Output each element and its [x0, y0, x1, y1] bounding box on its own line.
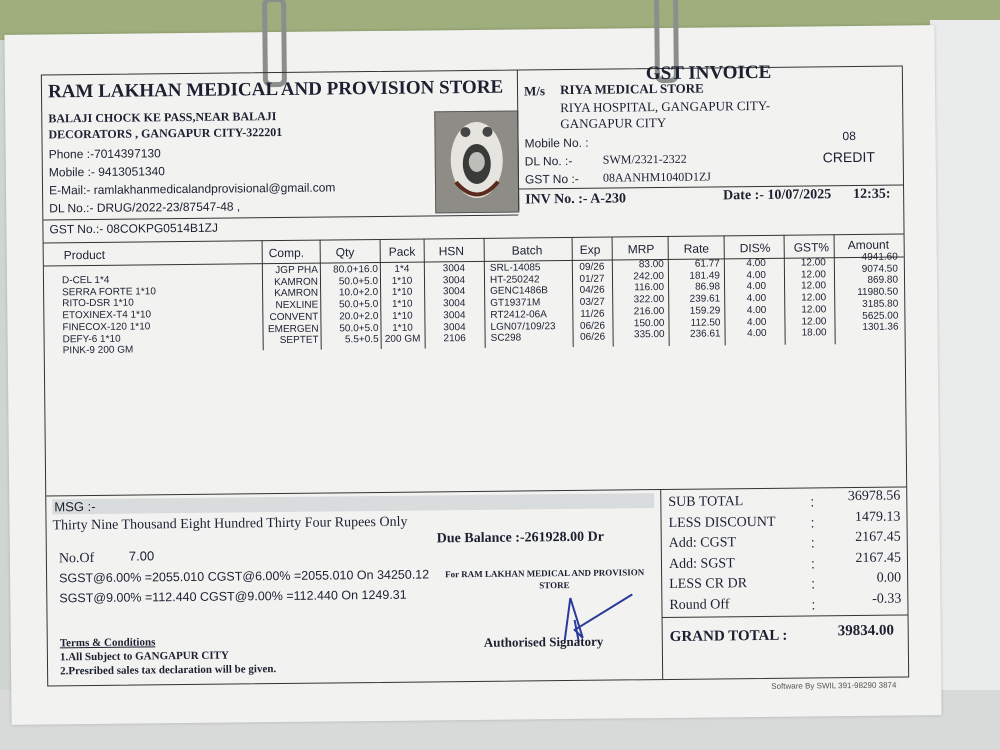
cell-qty: 50.0+5.0 — [338, 299, 379, 311]
grand-total-label: GRAND TOTAL : — [669, 627, 788, 645]
tax-summary-2: SGST@9.00% =112.440 CGST@9.00% =112.440 On 1249.31 — [59, 587, 407, 606]
software-credit: Software By SWIL 391-98290 3874 — [771, 680, 897, 691]
cell-products: RITO-DSR 1*10 — [62, 297, 134, 310]
cell-hsn: 3004 — [443, 309, 466, 322]
cell-amount: 3185.80 — [862, 298, 899, 310]
total-colon: : — [811, 575, 816, 592]
cell-gst: 12.00 — [801, 292, 827, 304]
cell-rate: 239.61 — [689, 293, 721, 305]
cell-amount: 9074.50 — [861, 263, 898, 275]
tax-summary-1: SGST@6.00% =2055.010 CGST@6.00% =2055.010 On 34250.12 — [59, 567, 430, 586]
cell-gst: 12.00 — [800, 257, 826, 269]
cell-dis: 4.00 — [746, 281, 767, 293]
amount-in-words: Thirty Nine Thousand Eight Hundred Thirty Four Rupees Only — [52, 514, 408, 534]
cell-rate: 181.49 — [689, 270, 721, 282]
cell-hsn: 3004 — [443, 321, 466, 333]
cell-exp: 11/26 — [580, 308, 605, 320]
cell-gst: 12.00 — [800, 268, 827, 281]
cell-qty: 5.5+0.5 — [344, 334, 379, 346]
store-name: RAM LAKHAN MEDICAL AND PROVISION STORE — [47, 76, 504, 103]
buyer-mobile-label: Mobile No. : — [524, 135, 589, 151]
buyer-gst-label: GST No :- — [524, 171, 579, 187]
total-colon: : — [810, 534, 815, 551]
total-value: 2167.45 — [855, 550, 902, 566]
cell-pack: 1*10 — [391, 287, 413, 299]
cell-qty: 50.0+5.0 — [338, 275, 379, 288]
store-phone: Phone :-7014397130 — [48, 146, 161, 162]
header-gst: GST% — [793, 240, 830, 255]
due-balance: Due Balance :-261928.00 Dr — [436, 529, 604, 547]
cell-qty: 10.0+2.0 — [338, 287, 379, 299]
cell-mrp: 216.00 — [633, 305, 665, 318]
cell-pack: 1*10 — [391, 275, 413, 287]
cell-amount: 4941.60 — [861, 251, 898, 263]
cell-mrp: 150.00 — [633, 317, 665, 329]
invoice-frame — [41, 61, 909, 686]
cell-amount: 1301.36 — [862, 321, 899, 334]
cell-mrp: 322.00 — [633, 294, 665, 306]
cell-rate: 112.50 — [690, 316, 721, 329]
store-mobile: Mobile :- 9413051340 — [48, 164, 166, 180]
cell-mrp: 116.00 — [634, 282, 665, 294]
cell-hsn: 3004 — [442, 274, 466, 286]
cell-exp: 03/27 — [579, 296, 605, 308]
header-qty: Qty — [335, 245, 355, 260]
cell-pack: 1*4 — [394, 263, 410, 275]
invoice-title: GST INVOICE — [645, 61, 772, 85]
cell-comp: SEPTET — [279, 334, 319, 347]
cell-batch: GT19371M — [490, 297, 541, 309]
cell-hsn: 2106 — [443, 333, 466, 345]
cell-comp: EMERGEN — [267, 323, 319, 335]
cell-pack: 1*10 — [391, 298, 413, 310]
total-label: SUB TOTAL — [668, 494, 744, 510]
total-label: Add: CGST — [668, 535, 737, 551]
cell-dis: 4.00 — [747, 328, 767, 340]
invoice-paper — [4, 25, 941, 725]
cell-batch: SC298 — [490, 332, 522, 345]
authorised-signatory: Authorised Signatory — [483, 633, 604, 650]
invoice-number: INV No. :- A-230 — [525, 191, 627, 208]
cell-gst: 12.00 — [801, 280, 827, 292]
term-2: 2.Presribed sales tax declaration will be given. — [60, 663, 277, 678]
cell-products: PINK-9 200 GM — [62, 344, 134, 357]
cell-batch: HT-250242 — [489, 273, 540, 286]
cell-exp: 09/26 — [579, 261, 605, 273]
header-batch: Batch — [511, 243, 543, 258]
cell-amount: 869.80 — [867, 274, 899, 287]
invoice-time: 12:35: — [853, 186, 891, 203]
cell-amount: 11980.50 — [857, 286, 899, 299]
for-store-line2: STORE — [539, 580, 570, 591]
msg-label: MSG :- — [52, 493, 654, 514]
cell-mrp: 242.00 — [633, 270, 665, 283]
no-of-label: No.Of — [58, 550, 95, 567]
cell-batch: RT2412-06A — [490, 309, 547, 321]
total-label: LESS DISCOUNT — [668, 514, 776, 531]
cell-comp: JGP PHA — [275, 264, 318, 277]
buyer-mobile-value: 08 — [842, 128, 856, 144]
cell-dis: 4.00 — [746, 304, 767, 316]
cell-qty: 20.0+2.0 — [339, 310, 379, 323]
cell-rate: 159.29 — [689, 305, 721, 317]
deity-image — [434, 111, 519, 214]
cell-exp: 06/26 — [580, 331, 606, 344]
total-value: -0.33 — [872, 591, 902, 607]
header-pack: Pack — [388, 244, 416, 259]
payment-type: CREDIT — [822, 148, 875, 166]
cell-batch: LGN07/109/23 — [490, 320, 556, 333]
cell-pack: 200 GM — [384, 333, 421, 346]
ms-label: M/s — [523, 83, 546, 99]
total-value: 1479.13 — [854, 509, 901, 525]
store-gst-no: GST No.:- 08COKPG0514B1ZJ — [49, 220, 219, 237]
cell-products: DEFY-6 1*10 — [62, 333, 121, 345]
cell-pack: 1*10 — [392, 310, 413, 322]
header-hsn: HSN — [438, 244, 465, 259]
total-value: 36978.56 — [847, 488, 901, 505]
total-label: Add: SGST — [668, 555, 735, 572]
cell-mrp: 83.00 — [638, 258, 664, 271]
cell-exp: 04/26 — [579, 285, 605, 297]
cell-products: FINECOX-120 1*10 — [62, 321, 151, 334]
buyer-dl-label: DL No. :- — [524, 153, 573, 169]
buyer-dl-value: SWM/2321-2322 — [602, 151, 687, 167]
total-label: LESS CR DR — [669, 576, 748, 592]
cell-gst: 12.00 — [801, 304, 827, 316]
cell-dis: 4.00 — [746, 316, 767, 328]
cell-rate: 236.61 — [689, 328, 721, 340]
buyer-gst-value: 08AANHM1040D1ZJ — [602, 169, 712, 185]
total-value: 2167.45 — [855, 529, 901, 546]
store-address-1: BALAJI CHOCK KE PASS,NEAR BALAJI — [48, 109, 277, 126]
cell-hsn: 3004 — [443, 298, 466, 310]
cell-batch: GENC1486B — [490, 285, 548, 298]
cell-gst: 12.00 — [801, 315, 827, 328]
cell-mrp: 335.00 — [633, 329, 665, 341]
store-email: E-Mail:- ramlakhanmedicalandprovisional@gmail.com — [48, 180, 336, 198]
header-mrp: MRP — [627, 242, 655, 257]
cell-amount: 5625.00 — [862, 310, 899, 322]
buyer-address-1: RIYA HOSPITAL, GANGAPUR CITY- — [560, 97, 771, 116]
total-colon: : — [810, 493, 815, 510]
cell-rate: 86.98 — [695, 281, 721, 294]
cell-qty: 80.0+16.0 — [333, 263, 378, 276]
cell-batch: SRL-14085 — [489, 262, 541, 274]
store-dl-no: DL No.:- DRUG/2022-23/87547-48 , — [49, 199, 241, 216]
header-product: Product — [63, 247, 106, 263]
cell-hsn: 3004 — [442, 286, 466, 298]
cell-products: D-CEL 1*4 — [61, 274, 110, 287]
header-comp: Comp. — [268, 245, 305, 261]
term-1: 1.All Subject to GANGAPUR CITY — [59, 649, 229, 664]
cell-hsn: 3004 — [442, 263, 466, 275]
store-address-2: DECORATORS , GANGAPUR CITY-322201 — [48, 124, 283, 142]
cell-comp: NEXLINE — [275, 299, 319, 312]
cell-exp: 06/26 — [579, 320, 606, 332]
cell-products: SERRA FORTE 1*10 — [62, 286, 156, 298]
for-store-line1: For RAM LAKHAN MEDICAL AND PROVISION — [445, 567, 645, 580]
total-value: 0.00 — [876, 570, 902, 586]
cell-dis: 4.00 — [746, 257, 766, 270]
grand-total-value: 39834.00 — [837, 622, 895, 640]
no-of-value: 7.00 — [128, 548, 155, 564]
buyer-name: RIYA MEDICAL STORE — [559, 80, 704, 98]
cell-comp: CONVENT — [269, 311, 319, 323]
cell-pack: 1*10 — [392, 322, 413, 334]
terms-title: Terms & Conditions — [59, 636, 156, 650]
header-exp: Exp — [579, 242, 601, 257]
total-colon: : — [811, 595, 816, 612]
cell-exp: 01/27 — [579, 273, 605, 285]
cell-comp: KAMRON — [274, 288, 319, 300]
header-dis: DIS% — [739, 240, 771, 256]
cell-dis: 4.00 — [746, 269, 767, 281]
total-label: Round Off — [669, 596, 730, 613]
invoice-date: Date :- 10/07/2025 — [723, 187, 832, 204]
cell-rate: 61.77 — [694, 258, 720, 270]
cell-products: ETOXINEX-T4 1*10 — [62, 309, 152, 322]
cell-qty: 50.0+5.0 — [339, 322, 379, 334]
header-rate: Rate — [683, 241, 710, 256]
cell-gst: 18.00 — [801, 327, 827, 339]
cell-dis: 4.00 — [746, 293, 767, 305]
cell-comp: KAMRON — [274, 276, 319, 288]
total-colon: : — [810, 513, 815, 530]
total-colon: : — [810, 554, 815, 571]
header-amount: Amount — [847, 237, 890, 253]
buyer-address-2: GANGAPUR CITY — [560, 114, 667, 132]
